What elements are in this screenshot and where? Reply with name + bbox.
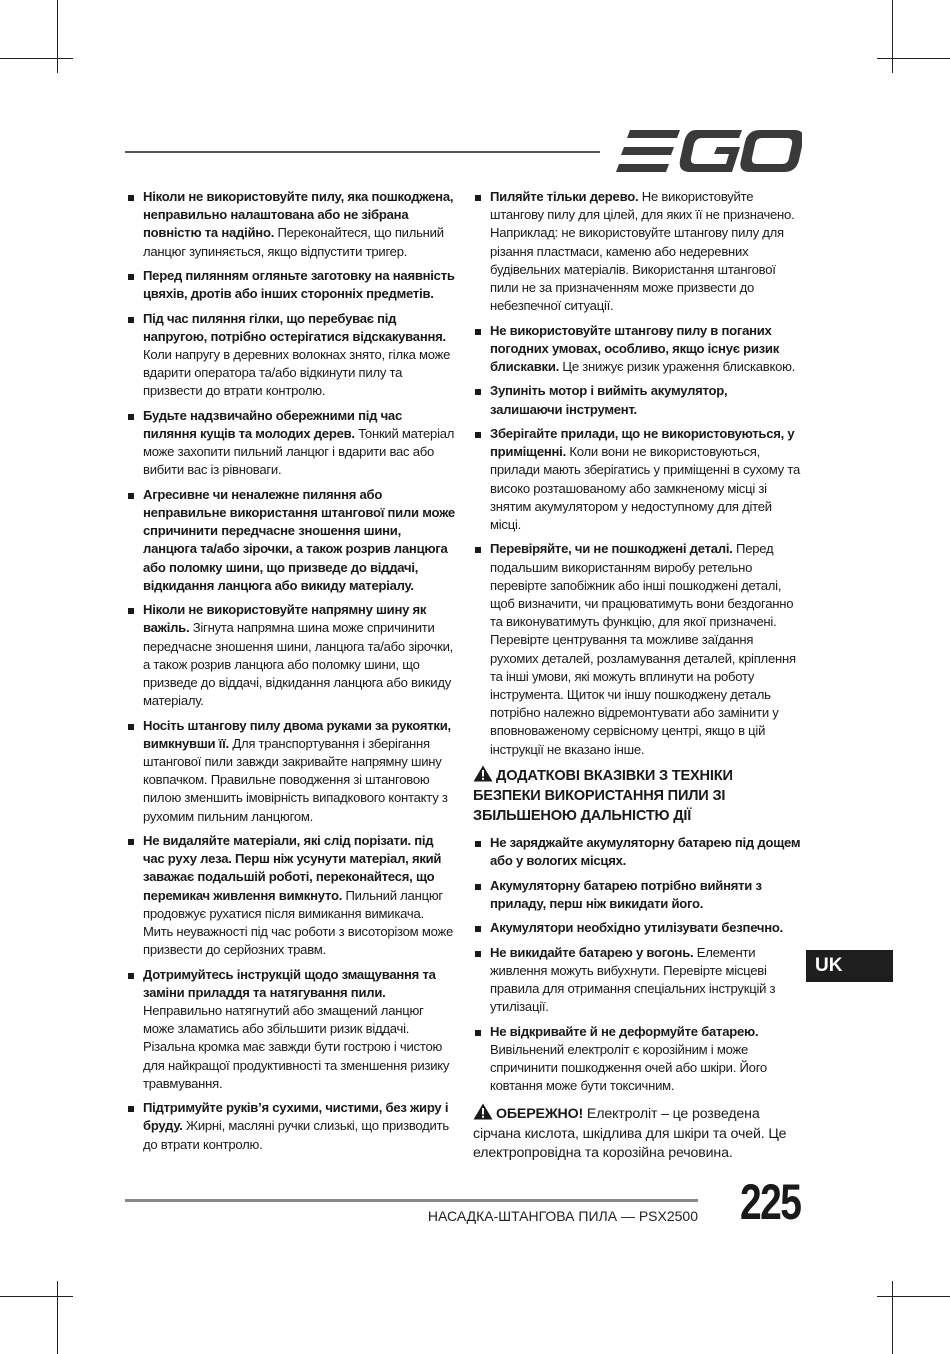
safety-list-left bbox=[126, 188, 456, 1154]
crop-mark bbox=[877, 1296, 950, 1297]
list-item: Не використовуйте штангову пилу в поганих погодних умовах, особливо, якщо існує ризик блискавки. Це знижує ризик ураження блискавкою. bbox=[473, 322, 803, 377]
list-item: Не викидайте батарею у вогонь. Елементи живлення можуть вибухнути. Перевірте місцеві правила для отримання спеціальних інструкцій з утилізації. bbox=[473, 944, 803, 1017]
ego-logo bbox=[616, 128, 802, 174]
crop-mark bbox=[57, 1281, 58, 1354]
list-item: Не відкривайте й не деформуйте батарею. Вивільнений електроліт є корозійним і може спричинити пошкодження очей або шкіри. Його ковтання може бути токсичним. bbox=[473, 1023, 803, 1096]
list-item: Перевіряйте, чи не пошкоджені деталі. Перед подальшим використанням виробу ретельно перевірте запобіжник або інші пошкоджені деталі, щоб визначити, чи працюватимуть вони бездоганно та виконуватимуть функцію, для якої призначені. Перевірте центрування та можливе заїдання рухомих деталей, розламування деталей, кріплення та інші умови, які можуть вплинути на роботу інструмента. Щиток чи іншу пошкоджену деталь потрібно належно відремонтувати або замінити у вповноваженому сервісному центрі, якщо в цій інструкції не вказано інше. bbox=[473, 540, 803, 758]
crop-mark bbox=[0, 58, 73, 59]
list-item: Перед пилянням огляньте заготовку на наявність цвяхів, дротів або інших сторонніх предметів. bbox=[126, 267, 456, 303]
list-item: Акумуляторну батарею потрібно вийняти з приладу, перш ніж викидати його. bbox=[473, 877, 803, 913]
section-heading: ДОДАТКОВІ ВКАЗІВКИ З ТЕХНІКИ БЕЗПЕКИ ВИКОРИСТАННЯ ПИЛИ ЗІ ЗБІЛЬШЕНОЮ ДАЛЬНІСТЮ ДІЇ bbox=[473, 765, 803, 826]
crop-mark bbox=[57, 0, 58, 73]
list-item: Не заряджайте акумуляторну батарею під дощем або у вологих місцях. bbox=[473, 834, 803, 870]
list-item: Під час пиляння гілки, що перебуває під напругою, потрібно остерігатися відскакування. Коли напругу в деревних волокнах знято, гілка може вдарити оператора та/або відкинути пилу та призвести до втрати контролю. bbox=[126, 310, 456, 401]
footer-rule bbox=[125, 1199, 698, 1202]
battery-safety-list bbox=[473, 834, 803, 1095]
list-item: Носіть штангову пилу двома руками за рукоятки, вимкнувши її. Для транспортування і зберігання штангової пили завжди закривайте напрямну шину ковпачком. Правильне поводження зі штанговою пилою зменшить імовірність випадкового контакту з рухомим пильним ланцюгом. bbox=[126, 717, 456, 826]
crop-mark bbox=[877, 58, 950, 59]
crop-mark bbox=[892, 1281, 893, 1354]
language-tab: UK bbox=[806, 950, 893, 982]
list-item: Підтримуйте руків’я сухими, чистими, без жиру і бруду. Жирні, масляні ручки слизькі, що призводить до втрати контролю. bbox=[126, 1099, 456, 1154]
page-number: 225 bbox=[740, 1174, 801, 1230]
header-rule bbox=[125, 151, 600, 153]
list-item: Акумулятори необхідно утилізувати безпечно. bbox=[473, 919, 803, 937]
crop-mark bbox=[0, 1296, 73, 1297]
footer-title: НАСАДКА-ШТАНГОВА ПИЛА — PSX2500 bbox=[427, 1208, 698, 1224]
list-item: Дотримуйтесь інструкцій щодо змащування та заміни приладдя та натягування пили. Неправильно натягнутий або змащений ланцюг може зламатись або збільшити ризик віддачі. Різальна кромка має завжди бути гострою і чистою для найкращої продуктивності та зменшення ризику травмування. bbox=[126, 966, 456, 1093]
warning-icon bbox=[473, 765, 493, 782]
list-item: Ніколи не використовуйте напрямну шину як важіль. Зігнута напрямна шина може спричинити передчасне зношення шини, ланцюга та/або зірочки, а також розрив ланцюга або поломку шини, що призведе до віддачі, відкидання ланцюга або викиду матеріалу. bbox=[126, 601, 456, 710]
list-item: Пиляйте тільки дерево. Не використовуйте штангову пилу для цілей, для яких її не призначено. Наприклад: не використовуйте штангову пилу для різання пластмаси, каменю або недеревних будівельних матеріалів. Використання штангової пили не за призначенням може призвести до небезпечної ситуації. bbox=[473, 188, 803, 315]
list-item: Будьте надзвичайно обережними під час пиляння кущів та молодих дерев. Тонкий матеріал може захопити пильний ланцюг і вдарити вас або вибити вас із рівноваги. bbox=[126, 407, 456, 480]
warning-icon bbox=[473, 1103, 493, 1120]
crop-mark bbox=[892, 0, 893, 73]
left-column bbox=[126, 188, 456, 1160]
list-item: Зупиніть мотор і вийміть акумулятор, залишаючи інструмент. bbox=[473, 382, 803, 418]
list-item: Агресивне чи неналежне пиляння або неправильне використання штангової пили може спричинити передчасне зношення шини, ланцюга та/або зірочки, а також розрив ланцюга або поломку шини, що призведе до віддачі, відкидання ланцюга або викиду матеріалу. bbox=[126, 486, 456, 595]
list-item: Зберігайте прилади, що не використовуються, у приміщенні. Коли вони не використовуються, прилади мають зберігатись у приміщенні в сухому та високо розташованому або замкненому місці зі знятим акумулятором у недоступному для дітей місці. bbox=[473, 425, 803, 534]
caution-note: ОБЕРЕЖНО! Електроліт – це розведена сірчана кислота, шкідлива для шкіри та очей. Це електропровідна та корозійна речовина. bbox=[473, 1103, 803, 1164]
list-item: Не видаляйте матеріали, які слід порізати. під час руху леза. Перш ніж усунути матеріал, який заважає подальшій роботі, переконайтеся, що перемикач живлення вимкнуто. Пильний ланцюг продовжує рухатися після вимикання вимикача. Мить неуважності під час роботи з висоторізом може призвести до серйозних травм. bbox=[126, 832, 456, 959]
safety-list-right bbox=[473, 188, 803, 759]
right-column bbox=[473, 188, 803, 1164]
list-item: Ніколи не використовуйте пилу, яка пошкоджена, неправильно налаштована або не зібрана повністю та надійно. Переконайтеся, що пильний ланцюг зупиняється, якщо відпустити тригер. bbox=[126, 188, 456, 261]
